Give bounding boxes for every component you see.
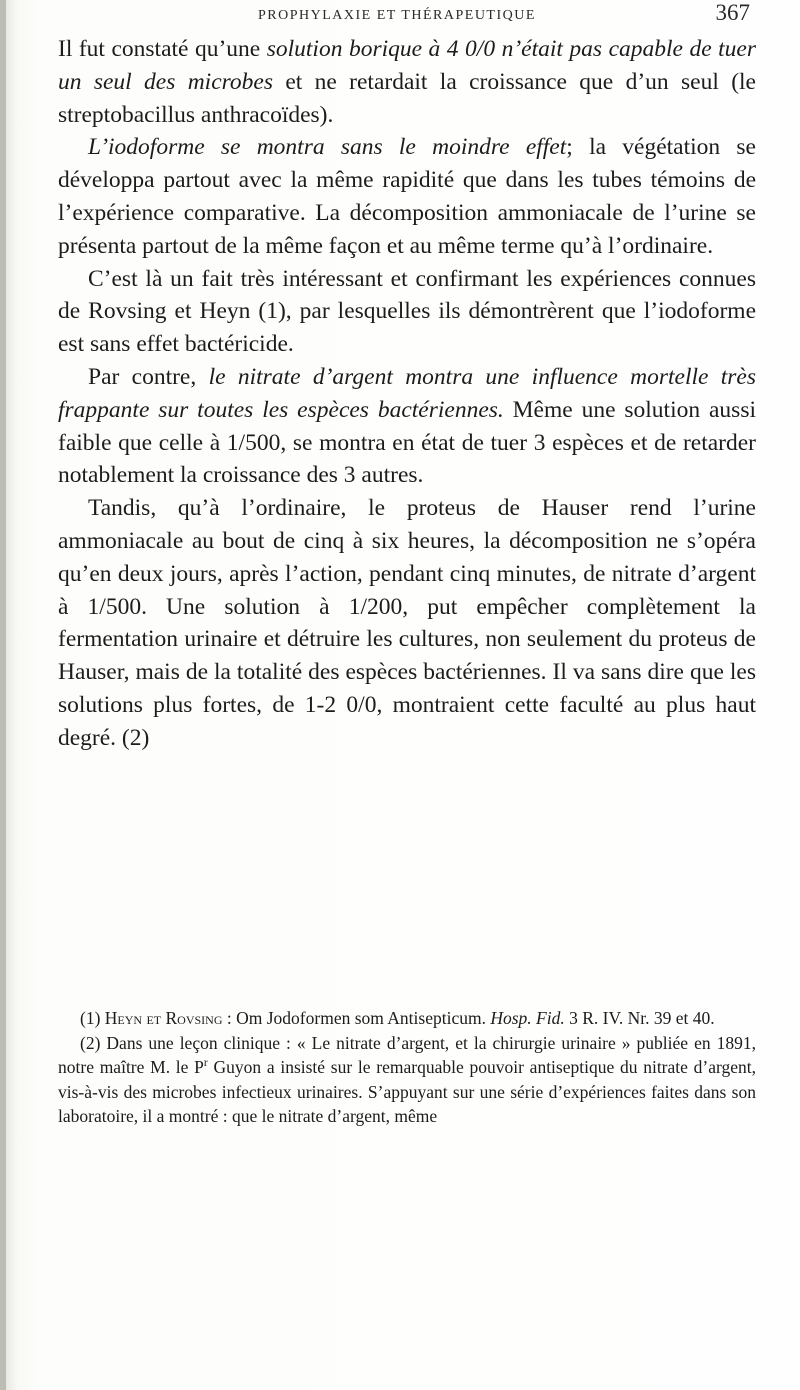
footnote-2-text-a: (2) Dans une leçon clinique : « Le nitrate d’argent, et la chirurgie urinaire » publiée en 1891, notre maître M. le P <box>58 1032 756 1077</box>
footnote-1-text-a: : Om Jodoformen som Antisepticum. <box>222 1008 491 1028</box>
paragraph-4-emphasis: le nitrate d’argent montra une influence mortelle très frappante sur toutes les espèces bactériennes. <box>58 363 756 423</box>
paragraph-4-text-c: Même une solution aussi faible que celle à 1/500, se montra en état de tuer 3 espèces et de retarder notablement la croissance des 3 autres. <box>58 396 757 489</box>
running-title: PROPHYLAXIE ET THÉRAPEUTIQUE <box>258 8 536 23</box>
footnote-1-text-b: 3 R. IV. Nr. 39 et 40. <box>564 1008 715 1028</box>
footnote-2-text-b: Guyon a insisté sur le remarquable pouvoir antiseptique du nitrate d’argent, vis-à-vis des microbes infectieux urinaires. S’appuyant sur une série d’expériences faites dans son laboratoire, il a montré : que le nitrate d’argent, même <box>58 1057 757 1126</box>
footnote-1 <box>58 1006 756 1031</box>
body-text <box>58 33 756 755</box>
paragraph-4 <box>58 361 756 492</box>
paragraph-2 <box>58 131 756 262</box>
paragraph-2-text: ; la végétation se développa partout avec la même rapidité que dans les tubes témoins de l’expérience comparative. La décomposition ammoniacale de l’urine se présenta partout de la même façon et au même terme qu’à l’ordinaire. <box>58 134 756 259</box>
footnote-1-authors: Heyn et Rovsing <box>104 1008 223 1028</box>
footnote-2-superscript: r <box>203 1057 208 1070</box>
paragraph-5: Tandis, qu’à l’ordinaire, le proteus de Hauser rend l’urine ammoniacale au bout de cinq à six heures, la décomposition ne s’opéra qu’en deux jours, après l’action, pendant cinq minutes, de nitrate d’argent à 1/500. Une solution à 1/200, put empêcher complètement la fermentation urinaire et détruire les cultures, non seulement du proteus de Hauser, mais de la totalité des espèces bactériennes. Il va sans dire que les solutions plus fortes, de 1-2 0/0, montraient cette faculté au plus haut degré. (2) <box>58 495 756 751</box>
paragraph-1 <box>58 33 756 131</box>
footnote-2 <box>58 1031 756 1129</box>
paragraph-2-emphasis: L’iodoforme se montra sans le moindre effet <box>88 134 567 161</box>
paragraph-3: C’est là un fait très intéressant et confirmant les expériences connues de Rovsing et Heyn (1), par lesquelles ils démontrèrent que l’iodoforme est sans effet bactéricide. <box>58 265 756 358</box>
footnotes <box>58 1006 756 1129</box>
page-number: 367 <box>715 0 750 25</box>
paragraph-1-text-a: Il fut constaté qu’une <box>58 36 267 62</box>
paragraph-1-emphasis: solution borique à 4 0/0 n’était pas capable de tuer un seul des microbes <box>58 36 756 95</box>
paragraph-1-text-c: et ne retardait la croissance que d’un seul (le streptobacillus anthracoïdes). <box>58 68 756 128</box>
page-binding-edge <box>0 0 6 1390</box>
footnote-1-journal: Hosp. Fid. <box>490 1008 565 1028</box>
paragraph-4-text-a: Par contre, <box>88 363 209 390</box>
footnote-1-marker: (1) <box>80 1008 105 1028</box>
